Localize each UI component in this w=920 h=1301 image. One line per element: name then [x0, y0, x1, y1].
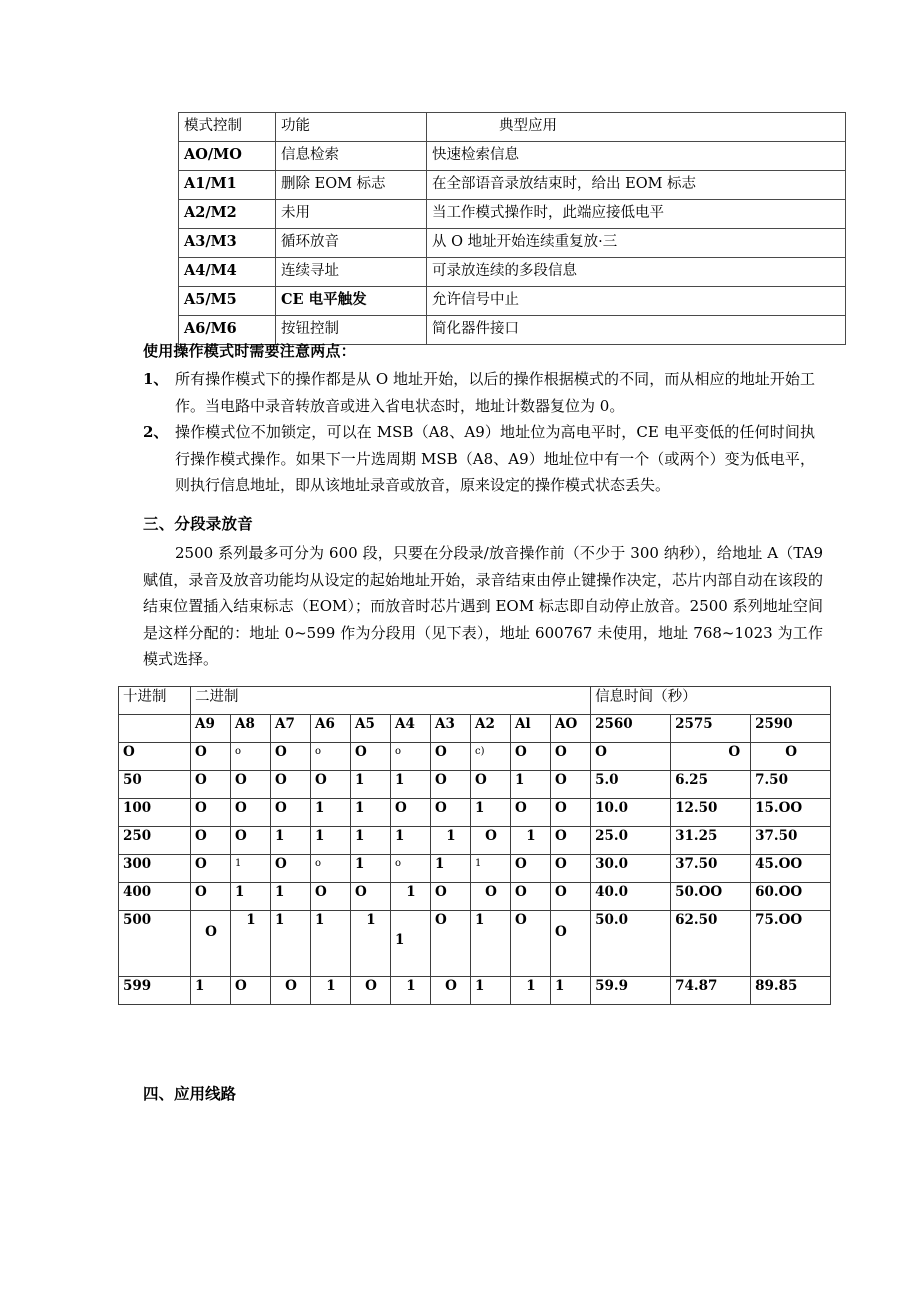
group-header-decimal: 十进制	[119, 687, 191, 715]
table-row	[179, 200, 846, 229]
notes-heading: 使用操作模式时需要注意两点：	[143, 342, 356, 360]
table-row	[119, 883, 831, 911]
cell-bit: O	[551, 923, 591, 989]
cell-bit: 1	[471, 857, 511, 885]
cell-bit: 1	[395, 932, 405, 948]
time-header-2575: 2575	[671, 715, 751, 743]
cell-time: 6.25	[671, 771, 751, 799]
bit-header-a5: A5	[351, 715, 391, 743]
cell-bit: o	[391, 857, 431, 885]
cell-decimal: 300	[119, 855, 191, 883]
group-header-binary: 二进制	[191, 687, 591, 715]
cell-bit: o	[311, 857, 351, 885]
cell-decimal: 500	[119, 911, 191, 977]
cell-mode: A5/M5	[179, 287, 276, 316]
cell-decimal: O	[119, 743, 191, 771]
cell-time: 5.0	[591, 771, 671, 799]
cell-bit: 1	[271, 827, 311, 855]
cell-bit: 1	[351, 771, 391, 799]
note-text-1: 所有操作模式下的操作都是从 O 地址开始，以后的操作根据模式的不同，而从相应的地址开始工作。当电路中录音转放音或进入省电状态时，地址计数器复位为 0。	[175, 370, 815, 415]
cell-bit: 1	[391, 827, 431, 855]
table-row	[179, 258, 846, 287]
cell-application: 在全部语音录放结束时，给出 EOM 标志	[427, 171, 846, 200]
cell-bit: O	[511, 911, 551, 977]
cell-bit: O	[551, 743, 591, 771]
cell-bit: O	[311, 771, 351, 799]
cell-time: 59.9	[591, 977, 671, 1005]
table-row	[179, 171, 846, 200]
cell-time: 62.50	[671, 911, 751, 977]
cell-bit: 1	[271, 911, 311, 977]
cell-bit: O	[231, 977, 271, 1005]
table-row	[179, 229, 846, 258]
cell-bit: 1	[231, 911, 271, 977]
cell-bit: o	[231, 745, 271, 773]
cell-application: 可录放连续的多段信息	[427, 258, 846, 287]
cell-bit: O	[511, 799, 551, 827]
cell-bit: O	[471, 771, 511, 799]
cell-bit: 1	[391, 977, 431, 1005]
cell-time: 89.85	[751, 977, 831, 1005]
time-header-2560: 2560	[591, 715, 671, 743]
cell-bit: O	[551, 771, 591, 799]
cell-mode: AO/MO	[179, 142, 276, 171]
cell-mode: A6/M6	[179, 316, 276, 345]
cell-bit: c)	[471, 745, 511, 773]
cell-bit: O	[231, 771, 271, 799]
table-row	[179, 287, 846, 316]
cell-time: 60.OO	[751, 883, 831, 911]
cell-bit: O	[191, 771, 231, 799]
cell-bit: 1	[391, 771, 431, 799]
table-group-header-row	[119, 687, 831, 715]
cell-decimal: 100	[119, 799, 191, 827]
cell-bit: O	[431, 799, 471, 827]
table-row	[119, 799, 831, 827]
cell-time: 31.25	[671, 827, 751, 855]
cell-bit: O	[311, 883, 351, 911]
cell-mode: A4/M4	[179, 258, 276, 287]
cell-application: 快速检索信息	[427, 142, 846, 171]
table-row	[179, 142, 846, 171]
cell-bit: O	[191, 827, 231, 855]
cell-time: 45.OO	[751, 855, 831, 883]
cell-bit: 1	[511, 977, 551, 1005]
cell-time: 40.0	[591, 883, 671, 911]
cell-bit: O	[271, 771, 311, 799]
bit-header-a3: A3	[431, 715, 471, 743]
time-header-2590: 2590	[751, 715, 831, 743]
cell-bit-overflow	[391, 911, 431, 977]
bit-header-blank	[119, 715, 191, 743]
cell-bit: O	[271, 855, 311, 883]
header-mode-control: 模式控制	[179, 113, 276, 142]
cell-bit: 1	[431, 827, 471, 855]
cell-bit: 1	[351, 911, 391, 977]
cell-bit: O	[431, 977, 471, 1005]
bit-header-a4: A4	[391, 715, 431, 743]
cell-function: 删除 EOM 标志	[276, 171, 427, 200]
cell-bit: 1	[511, 771, 551, 799]
cell-bit: 1	[471, 911, 511, 977]
cell-bit: 1	[471, 977, 511, 1005]
cell-bit: o	[311, 745, 351, 773]
cell-application: 允许信号中止	[427, 287, 846, 316]
cell-bit: O	[351, 883, 391, 911]
bit-header-a2: A2	[471, 715, 511, 743]
table-row	[119, 911, 831, 977]
cell-time: 15.OO	[751, 799, 831, 827]
cell-time: 37.50	[671, 855, 751, 883]
cell-bit: O	[191, 883, 231, 911]
cell-bit: O	[551, 855, 591, 883]
cell-bit: O	[271, 743, 311, 771]
cell-time: 37.50	[751, 827, 831, 855]
cell-bit: O	[191, 855, 231, 883]
cell-bit: 1	[271, 883, 311, 911]
cell-function: 循环放音	[276, 229, 427, 258]
cell-bit: O	[431, 911, 471, 977]
cell-application: 简化器件接口	[427, 316, 846, 345]
cell-bit: O	[431, 743, 471, 771]
cell-bit: 1	[231, 857, 271, 885]
bit-header-a9: A9	[191, 715, 231, 743]
cell-decimal: 599	[119, 977, 191, 1005]
cell-bit: 1	[191, 977, 231, 1005]
cell-bit: 1	[351, 827, 391, 855]
header-typical-application: 典型应用	[427, 113, 846, 142]
cell-mode: A2/M2	[179, 200, 276, 229]
cell-time: 10.0	[591, 799, 671, 827]
cell-bit: O	[431, 883, 471, 911]
cell-bit: O	[471, 827, 511, 855]
cell-bit: O	[191, 743, 231, 771]
cell-bit: O	[511, 883, 551, 911]
note-marker-1: 1、	[143, 370, 169, 388]
cell-time: 30.0	[591, 855, 671, 883]
cell-time: O	[591, 743, 671, 771]
cell-bit: 1	[231, 883, 271, 911]
cell-bit: O	[431, 771, 471, 799]
note-text-2: 操作模式位不加锁定，可以在 MSB（A8、A9）地址位为高电平时，CE 电平变低的任何时间执行操作模式操作。如果下一片选周期 MSB（A8、A9）地址位中有一个（或两个）变为低电平，则执行信息地址，即从该地址录音或放音，原来设定的操作模式状态丢失。	[175, 423, 815, 494]
cell-function: 按钮控制	[276, 316, 427, 345]
table-row	[119, 827, 831, 855]
table-column-header-row	[119, 715, 831, 743]
cell-decimal: 250	[119, 827, 191, 855]
cell-bit: O	[191, 799, 231, 827]
cell-bit: 1	[311, 799, 351, 827]
cell-application: 当工作模式操作时，此端应接低电平	[427, 200, 846, 229]
cell-bit: 1	[311, 827, 351, 855]
cell-bit: 1	[351, 799, 391, 827]
cell-mode: A3/M3	[179, 229, 276, 258]
table-row	[119, 771, 831, 799]
address-binary-table	[118, 686, 816, 1005]
section-3-paragraph: 2500 系列最多可分为 600 段，只要在分段录/放音操作前（不少于 300 纳秒），给地址 A（TA9 赋值，录音及放音功能均从设定的起始地址开始，录音结束由停止键操作决定，芯片内部自动在该段的结束位置插入结束标志（EOM）；而放音时芯片遇到 EOM 标志即自动停止放音。2500 系列地址空间是这样分配的：地址 0~599 作为分段用（见下表），地址 600767 未使用，地址 768~1023 为工作模式选择。	[143, 544, 823, 668]
cell-time: 75.OO	[751, 911, 831, 977]
cell-bit: 1	[311, 977, 351, 1005]
mode-control-table	[178, 112, 745, 345]
bit-header-a8: A8	[231, 715, 271, 743]
table-row	[119, 855, 831, 883]
cell-bit: O	[551, 827, 591, 855]
cell-bit: 1	[351, 855, 391, 883]
cell-bit: O	[351, 743, 391, 771]
section-3-heading: 三、分段录放音	[143, 514, 253, 533]
cell-function: 未用	[276, 200, 427, 229]
group-header-time: 信息时间（秒）	[591, 687, 831, 715]
cell-bit: 1	[471, 799, 511, 827]
cell-bit: 1	[311, 911, 351, 977]
cell-application: 从 O 地址开始连续重复放·三	[427, 229, 846, 258]
cell-time: O	[671, 743, 751, 771]
cell-bit: o	[391, 745, 431, 773]
bit-header-a0: AO	[551, 715, 591, 743]
note-item-2	[143, 419, 823, 499]
cell-function: 连续寻址	[276, 258, 427, 287]
cell-bit: 1	[511, 827, 551, 855]
cell-time: 7.50	[751, 771, 831, 799]
table-row	[119, 743, 831, 771]
cell-time: 50.0	[591, 911, 671, 977]
cell-time: 12.50	[671, 799, 751, 827]
cell-bit: 1	[551, 977, 591, 1005]
header-function: 功能	[276, 113, 427, 142]
cell-function: 信息检索	[276, 142, 427, 171]
cell-bit: 1	[391, 883, 431, 911]
bit-header-a6: A6	[311, 715, 351, 743]
section-4-heading: 四、应用线路	[143, 1084, 237, 1103]
cell-bit: O	[191, 923, 231, 989]
cell-time: O	[751, 743, 831, 771]
cell-bit: O	[551, 799, 591, 827]
note-item-1	[143, 366, 823, 419]
cell-bit: O	[231, 827, 271, 855]
cell-bit: O	[231, 799, 271, 827]
cell-decimal: 400	[119, 883, 191, 911]
cell-time: 50.OO	[671, 883, 751, 911]
cell-bit: O	[351, 977, 391, 1005]
cell-function: CE 电平触发	[276, 287, 427, 316]
cell-time: 74.87	[671, 977, 751, 1005]
bit-header-a1: Al	[511, 715, 551, 743]
cell-bit: 1	[431, 855, 471, 883]
cell-mode: A1/M1	[179, 171, 276, 200]
cell-bit: O	[271, 799, 311, 827]
table-header-row	[179, 113, 846, 142]
cell-bit: O	[511, 855, 551, 883]
cell-bit: O	[391, 799, 431, 827]
bit-header-a7: A7	[271, 715, 311, 743]
cell-time: 25.0	[591, 827, 671, 855]
cell-bit: O	[471, 883, 511, 911]
cell-decimal: 50	[119, 771, 191, 799]
cell-bit: O	[551, 883, 591, 911]
cell-bit: O	[511, 743, 551, 771]
cell-bit: O	[271, 977, 311, 1005]
note-marker-2: 2、	[143, 423, 169, 441]
